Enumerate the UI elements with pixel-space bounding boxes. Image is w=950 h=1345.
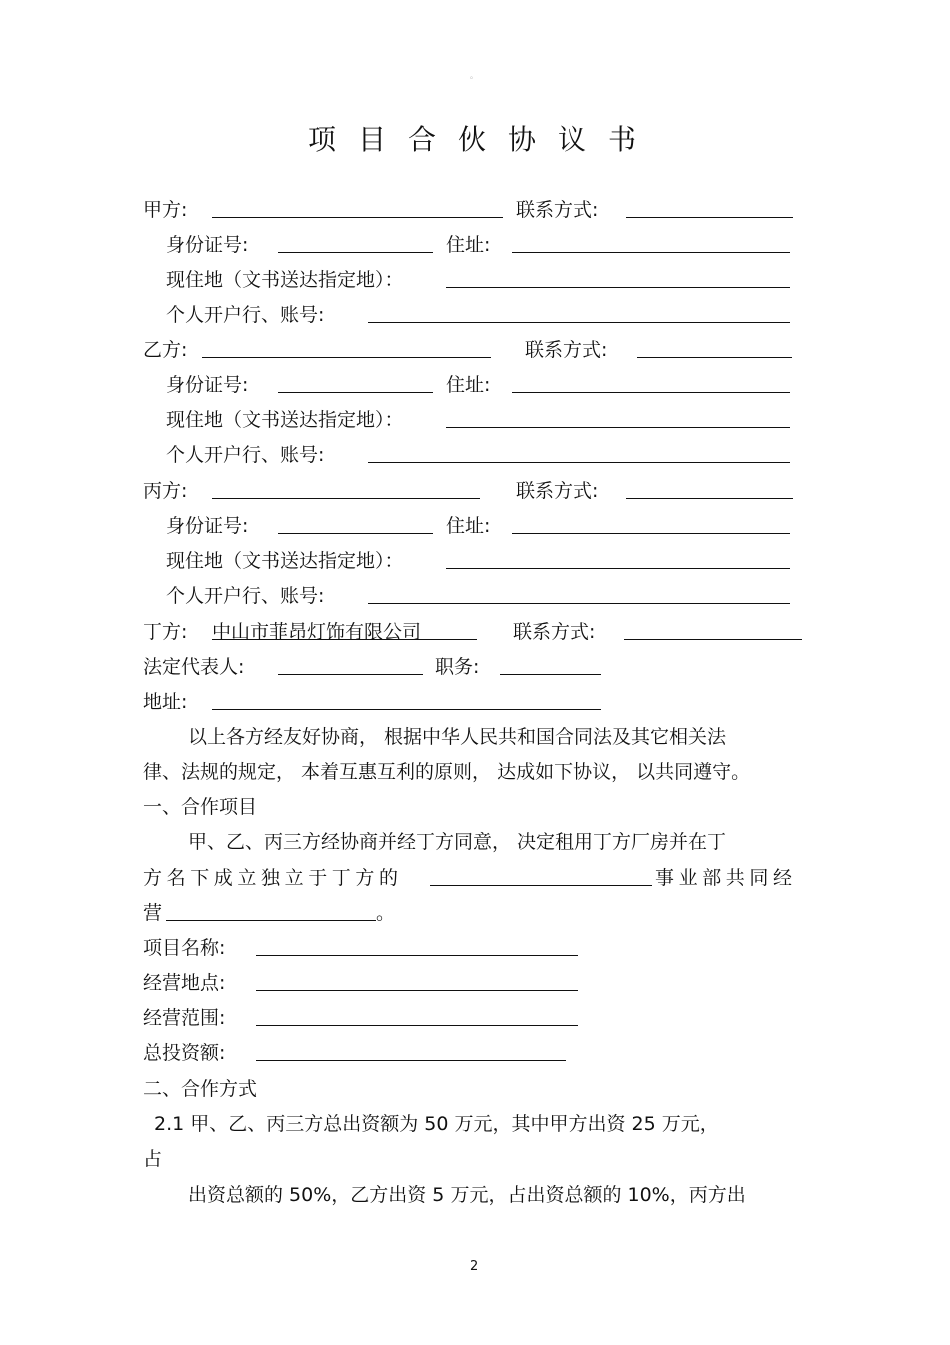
- party-d-label: 丁方:: [143, 621, 188, 643]
- section-1-para-line-2a: 方名下成立独立于丁方的: [143, 867, 403, 889]
- party-c-id-line: [278, 533, 433, 534]
- party-a-address-line: [512, 252, 790, 253]
- party-c-residence-line: [446, 568, 790, 569]
- party-c-name-line: [212, 498, 480, 499]
- party-a-bank-line: [368, 322, 790, 323]
- project-name-line: [256, 955, 578, 956]
- division-name-line: [430, 885, 652, 886]
- party-c-residence-label: 现住地（文书送达指定地）：: [166, 550, 404, 572]
- party-b-contact-line: [637, 357, 792, 358]
- total-investment-line: [256, 1060, 566, 1061]
- document-title: 项目合伙协议书: [308, 123, 659, 156]
- section-1-para-line-3b: 。: [376, 902, 396, 924]
- section-2-para-line-1: 2.1 甲、乙、丙三方总出资额为 50 万元，其中甲方出资 25 万元，: [154, 1113, 719, 1135]
- party-b-contact-label: 联系方式:: [525, 339, 608, 361]
- party-b-id-line: [278, 392, 433, 393]
- project-name-label: 项目名称:: [143, 937, 226, 959]
- preamble-line-1: 以上各方经友好协商， 根据中华人民共和国合同法及其它相关法: [188, 726, 727, 748]
- party-a-contact-label: 联系方式:: [516, 199, 599, 221]
- party-b-label: 乙方:: [143, 339, 188, 361]
- legal-rep-label: 法定代表人:: [143, 656, 245, 678]
- party-a-id-line: [278, 252, 433, 253]
- section-1-para-line-2b: 事业部共同经: [655, 867, 797, 889]
- party-c-id-label: 身份证号:: [166, 515, 249, 537]
- party-c-bank-label: 个人开户行、账号:: [166, 585, 325, 607]
- party-d-address-line: [212, 709, 601, 710]
- party-b-residence-label: 现住地（文书送达指定地）：: [166, 409, 404, 431]
- business-scope-label: 经营范围:: [143, 1007, 226, 1029]
- section-1-heading: 一、合作项目: [143, 796, 258, 818]
- party-c-address-line: [512, 533, 790, 534]
- section-1-para-line-3a: 营: [143, 902, 163, 924]
- party-d-name-line: [212, 639, 477, 640]
- party-d-contact-line: [624, 639, 802, 640]
- party-c-bank-line: [368, 603, 790, 604]
- position-line: [500, 674, 601, 675]
- party-b-address-label: 住址:: [446, 374, 491, 396]
- business-line: [166, 920, 376, 921]
- section-2-heading: 二、合作方式: [143, 1078, 258, 1100]
- party-a-residence-label: 现住地（文书送达指定地）：: [166, 269, 404, 291]
- party-c-label: 丙方:: [143, 480, 188, 502]
- party-b-bank-label: 个人开户行、账号:: [166, 444, 325, 466]
- page-number: 2: [470, 1259, 479, 1274]
- party-b-id-label: 身份证号:: [166, 374, 249, 396]
- party-b-address-line: [512, 392, 790, 393]
- party-d-name: 中山市菲昂灯饰有限公司: [212, 621, 422, 643]
- party-a-residence-line: [446, 287, 790, 288]
- section-1-para-line-1: 甲、乙、丙三方经协商并经丁方同意， 决定租用丁方厂房并在丁: [188, 831, 727, 853]
- party-c-contact-line: [626, 498, 793, 499]
- party-a-contact-line: [626, 217, 793, 218]
- business-location-label: 经营地点:: [143, 972, 226, 994]
- party-a-bank-label: 个人开户行、账号:: [166, 304, 325, 326]
- party-a-label: 甲方:: [143, 199, 188, 221]
- party-a-id-label: 身份证号:: [166, 234, 249, 256]
- total-investment-label: 总投资额:: [143, 1042, 226, 1064]
- party-d-address-label: 地址:: [143, 691, 188, 713]
- position-label: 职务:: [435, 656, 480, 678]
- section-2-para-line-2: 占: [143, 1148, 163, 1170]
- business-location-line: [256, 990, 578, 991]
- party-c-contact-label: 联系方式:: [516, 480, 599, 502]
- party-b-name-line: [202, 357, 491, 358]
- business-scope-line: [256, 1025, 578, 1026]
- section-2-para-line-3: 出资总额的 50%，乙方出资 5 万元，占出资总额的 10%，丙方出: [188, 1184, 746, 1206]
- party-c-address-label: 住址:: [446, 515, 491, 537]
- party-b-residence-line: [446, 427, 790, 428]
- header-mark: 。: [470, 71, 478, 80]
- party-b-bank-line: [368, 462, 790, 463]
- party-a-address-label: 住址:: [446, 234, 491, 256]
- preamble-line-2: 律、法规的规定， 本着互惠互利的原则， 达成如下协议， 以共同遵守。: [143, 761, 751, 783]
- party-d-contact-label: 联系方式:: [513, 621, 596, 643]
- legal-rep-line: [278, 674, 423, 675]
- party-a-name-line: [212, 217, 503, 218]
